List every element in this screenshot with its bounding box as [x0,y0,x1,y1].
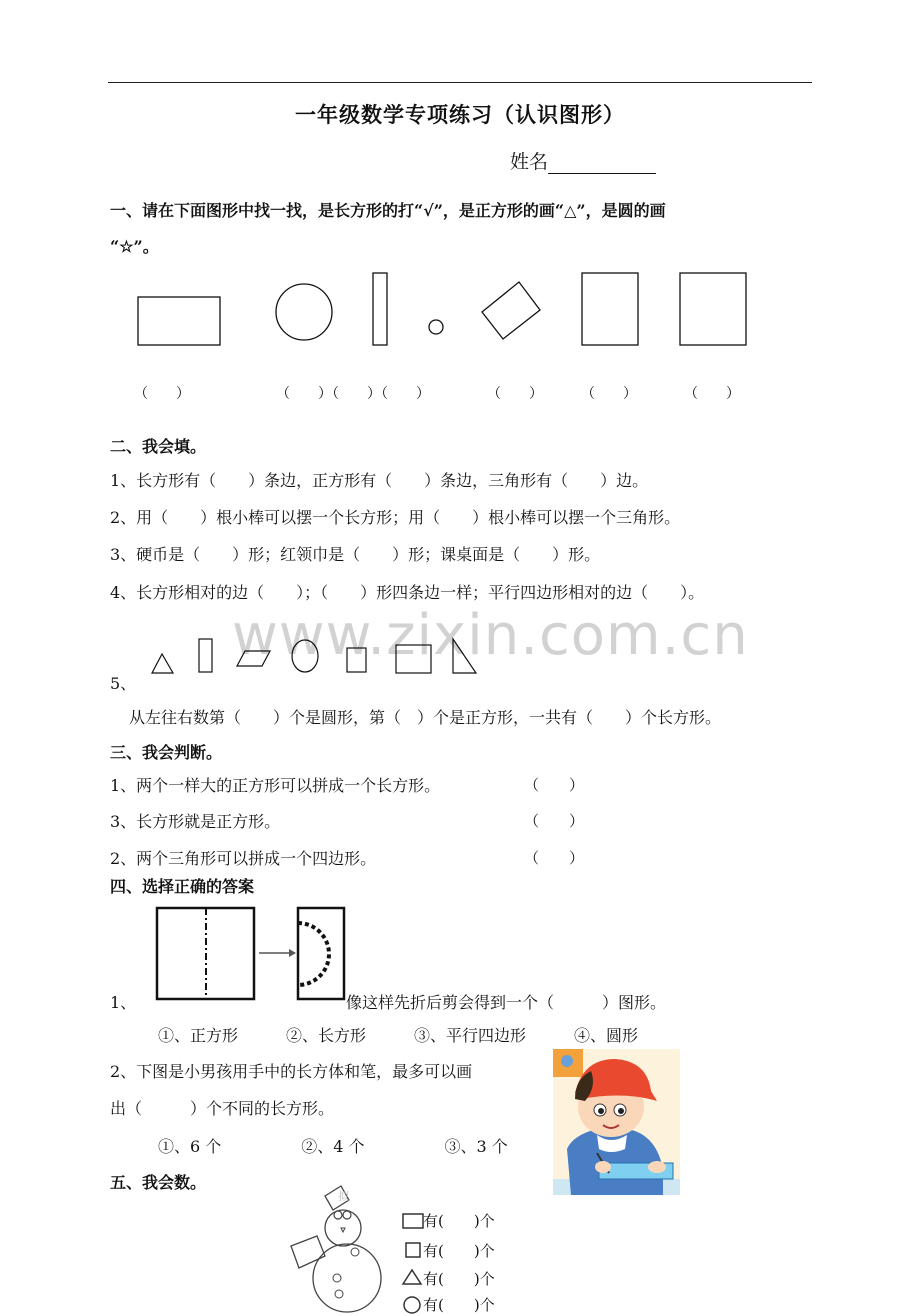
shape-triangle [152,654,173,673]
shape-rectangle-wide [138,297,220,345]
snowman-button-3 [351,1248,359,1256]
q3-item-1: 1、两个一样大的正方形可以拼成一个长方形。 [110,776,441,795]
shape-rectangle-tall-thin [373,273,387,345]
q1-blank-1[interactable]: （ ） [134,386,190,402]
q4-item-2-line1: 2、下图是小男孩用手中的长方体和笔，最多可以画 [110,1062,473,1081]
shape-square-small [347,648,366,672]
q3-item-2-blank[interactable]: （ ） [524,812,585,830]
count-circle-icon [404,1297,420,1313]
q5-count-squares[interactable]: 有( )个 [423,1242,495,1260]
count-triangle-icon [403,1270,421,1284]
count-rectangle-icon [403,1214,423,1228]
shape-circle-large [276,284,332,340]
q3-item-1-blank[interactable]: （ ） [524,776,585,794]
q5-faint-label: 拟 [338,1190,349,1203]
q1-shapes [0,260,920,380]
folded-paper [298,908,344,999]
q1-blank-4[interactable]: （ ） [581,386,637,402]
cut-semicircle [298,923,329,985]
name-blank[interactable] [548,153,656,174]
shape-right-triangle [453,639,476,673]
shape-rectangle-small-tall [199,639,212,672]
shape-rectangle-wide-small [396,645,431,673]
q1-blank-3[interactable]: （ ） [487,386,543,402]
q4-item-1-text: 像这样先折后剪会得到一个（ ）图形。 [346,993,667,1012]
top-rule [108,82,812,83]
q1-blank-5[interactable]: （ ） [684,386,740,402]
snowman-nose-triangle [341,1228,345,1232]
boy-illustration [553,1049,680,1195]
shape-square [680,273,746,345]
page-title: 一年级数学专项练习（认识图形） [295,102,625,127]
shape-parallelogram [237,651,270,666]
q2-item-2: 2、用（ ）根小棒可以摆一个长方形；用（ ）根小棒可以摆一个三角形。 [110,508,681,527]
q4-item-1-label: 1、 [110,993,137,1012]
q5-count-circles[interactable]: 有( )个 [423,1296,495,1314]
name-field [510,147,656,174]
arrow-head [289,949,296,957]
q1-heading-cont: “☆”。 [110,237,159,256]
q5-count-triangles[interactable]: 有( )个 [423,1270,495,1288]
shape-circle-small [429,320,443,334]
name-label: 姓名 [510,151,549,173]
q2-item-5-text: 从左往右数第（ ）个是圆形，第（ ）个是正方形，一共有（ ）个长方形。 [129,708,722,727]
shape-oval [292,640,318,672]
q1-heading: 一、请在下面图形中找一找，是长方形的打“√”，是正方形的画“△”，是圆的画 [110,201,666,220]
snowman-arm-rectangle [291,1236,325,1268]
q3-item-3-blank[interactable]: （ ） [524,849,585,867]
snowman-button-2 [335,1290,343,1298]
q4-item-2-line2: 出（ ）个不同的长方形。 [110,1099,335,1118]
count-square-icon [406,1243,420,1257]
q5-heading: 五、我会数。 [110,1173,207,1192]
snowman-eye-left [334,1211,342,1219]
q2-item-3: 3、硬币是（ ）形；红领巾是（ ）形；课桌面是（ ）形。 [110,545,601,564]
snowman-eye-right [343,1211,351,1219]
q2-item5-shapes [0,630,920,690]
shape-square-rotated [482,282,540,339]
fold-cut-diagram [155,905,355,1005]
q4-heading: 四、选择正确的答案 [110,877,255,896]
q3-heading: 三、我会判断。 [110,743,223,762]
q3-item-3: 2、两个三角形可以拼成一个四边形。 [110,849,377,868]
q4-item-2-options: ①、6 个 ②、4 个 ③、3 个 [158,1137,508,1156]
q2-item-1: 1、长方形有（ ）条边，正方形有（ ）条边，三角形有（ ）边。 [110,471,649,490]
shape-rectangle-tall [582,273,638,345]
q3-item-2: 3、长方形就是正方形。 [110,812,281,831]
watermark: www.zixin.com.cn [232,603,749,668]
snowman-button-1 [333,1274,341,1282]
q2-item-5-label: 5、 [110,674,137,693]
q2-heading: 二、我会填。 [110,437,207,456]
q4-item-1-options: ①、正方形 ②、长方形 ③、平行四边形 ④、圆形 [158,1026,639,1045]
q5-count-rectangles[interactable]: 有( )个 [423,1212,495,1230]
q2-item-4: 4、长方形相对的边（ ）；（ ）形四条边一样；平行四边形相对的边（ ）。 [110,583,705,602]
q1-blank-2[interactable]: （ ）（ ）（ ） [276,386,430,402]
